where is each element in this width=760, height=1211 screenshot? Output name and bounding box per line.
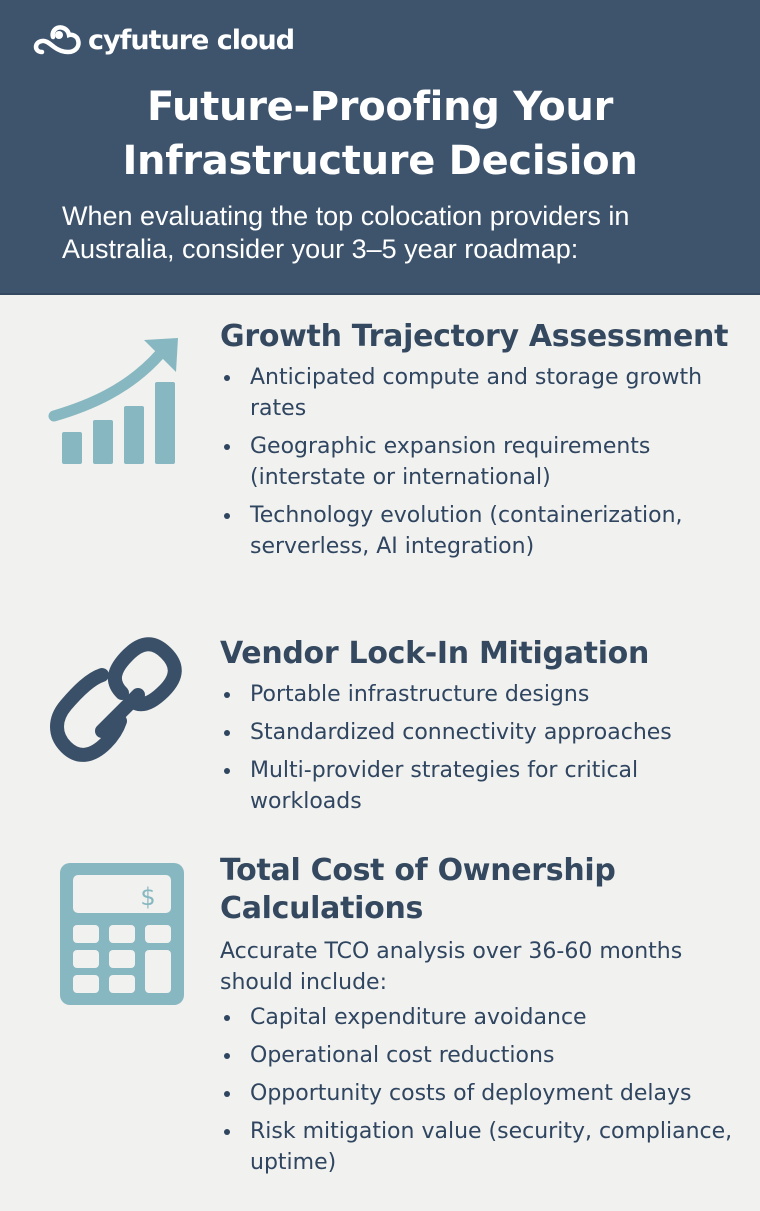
list-item: Operational cost reductions (220, 1040, 750, 1071)
cloud-logo-icon (32, 22, 86, 58)
brand-name: cyfuture cloud (88, 24, 295, 56)
page-subtitle: When evaluating the top colocation providers in Australia, consider your 3–5 year roadmap: (62, 201, 630, 264)
list-item: Anticipated compute and storage growth rates (220, 362, 750, 424)
list-item: Capital expenditure avoidance (220, 1002, 750, 1033)
brand-logo (32, 20, 294, 60)
section-title: Growth Trajectory Assessment (220, 319, 729, 354)
list-item: Multi-provider strategies for critical workloads (220, 755, 750, 817)
chain-link-icon (48, 635, 188, 780)
header-banner (0, 0, 760, 295)
bullet-list (220, 362, 750, 562)
section-title: Total Cost of Ownership Calculations (220, 853, 616, 926)
page-title: Future-Proofing Your Infrastructure Decision (122, 84, 638, 184)
bullet-list (220, 1002, 750, 1178)
list-item: Risk mitigation value (security, compliance, uptime) (220, 1116, 750, 1178)
bullet-list (220, 679, 750, 817)
section-intro: Accurate TCO analysis over 36-60 months should include: (220, 939, 683, 995)
list-item: Technology evolution (containerization, serverless, AI integration) (220, 500, 750, 562)
list-item: Opportunity costs of deployment delays (220, 1078, 750, 1109)
list-item: Portable infrastructure designs (220, 679, 750, 710)
growth-chart-icon (48, 328, 182, 468)
calculator-icon (60, 863, 184, 1005)
list-item: Geographic expansion requirements (interstate or international) (220, 431, 750, 493)
svg-text:$: $ (140, 883, 156, 911)
section-title: Vendor Lock-In Mitigation (220, 636, 650, 671)
list-item: Standardized connectivity approaches (220, 717, 750, 748)
